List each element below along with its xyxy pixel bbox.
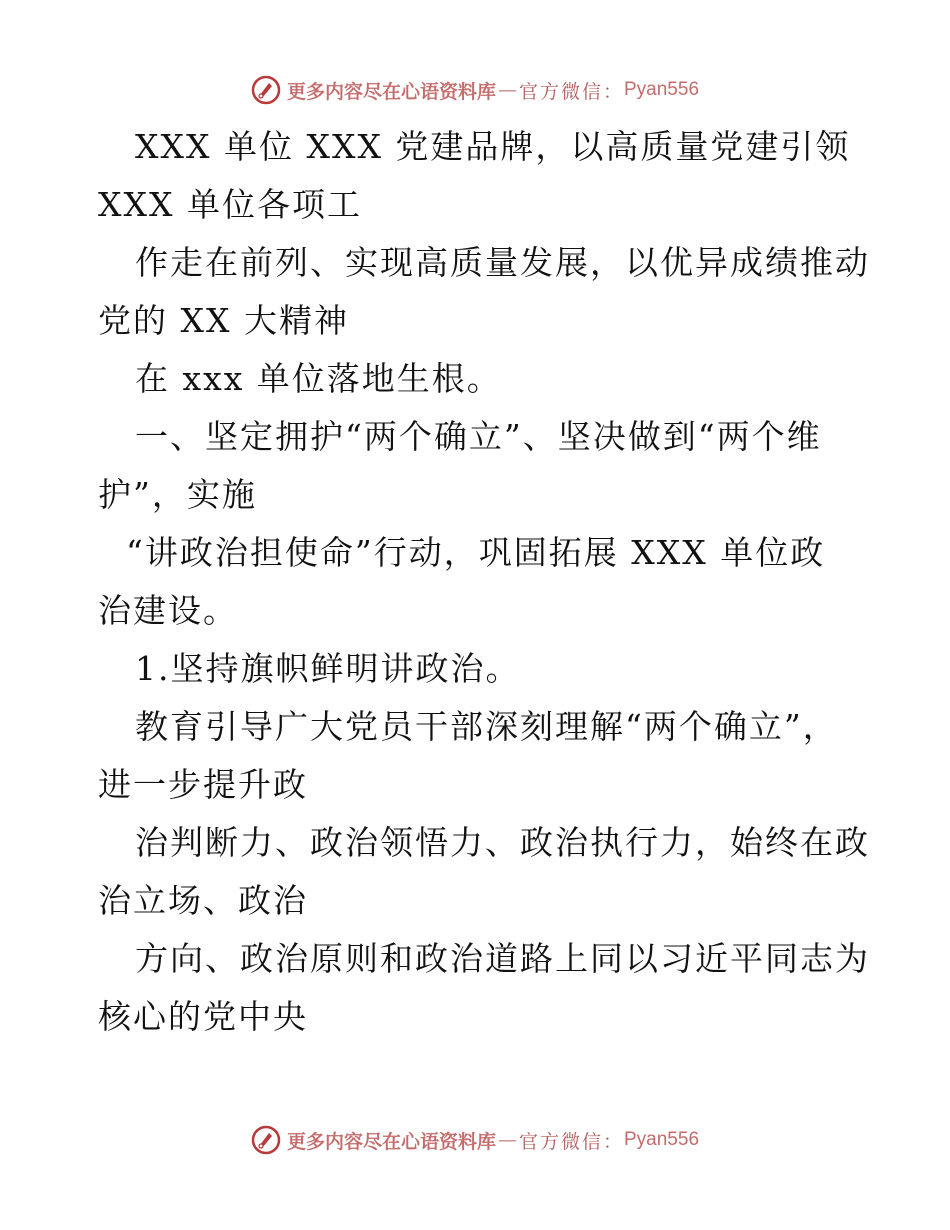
doc-line: 1.坚持旗帜鲜明讲政治。 bbox=[135, 649, 521, 688]
logo-icon bbox=[251, 75, 281, 105]
doc-line: 教育引导广大党员干部深刻理解“两个确立”， bbox=[135, 707, 838, 746]
logo-icon bbox=[251, 1125, 281, 1155]
doc-line: 方向、政治原则和政治道路上同以习近平同志为 bbox=[135, 939, 870, 978]
doc-line: 党的 XX 大精神 bbox=[98, 301, 349, 340]
footer-watermark bbox=[0, 1120, 950, 1160]
watermark-text: 更多内容尽在心语资料库 bbox=[286, 80, 496, 103]
doc-line: 作走在前列、实现高质量发展，以优异成绩推动 bbox=[135, 243, 870, 282]
watermark-wechat-id: Pyan556 bbox=[624, 1129, 700, 1150]
doc-line: 核心的党中央 bbox=[98, 997, 308, 1036]
header-watermark bbox=[0, 70, 950, 110]
watermark-text: 更多内容尽在心语资料库 bbox=[286, 1130, 496, 1153]
doc-line: 进一步提升政 bbox=[98, 765, 308, 804]
watermark-dash: — bbox=[497, 79, 517, 101]
watermark-dash: — bbox=[497, 1129, 517, 1151]
watermark-wechat-id: Pyan556 bbox=[624, 79, 700, 100]
doc-line: XXX 单位各项工 bbox=[98, 185, 362, 224]
doc-line: 一、坚定拥护“两个确立”、坚决做到“两个维 bbox=[135, 417, 822, 456]
doc-line: 治建设。 bbox=[98, 591, 238, 630]
watermark-official: 官方微信： bbox=[518, 1130, 624, 1153]
watermark-official: 官方微信： bbox=[518, 80, 624, 103]
document-body bbox=[98, 118, 868, 1046]
doc-line: 护”，实施 bbox=[98, 475, 257, 514]
doc-line: “讲政治担使命”行动，巩固拓展 XXX 单位政 bbox=[126, 533, 826, 572]
doc-line: XXX 单位 XXX 党建品牌，以高质量党建引领 bbox=[135, 127, 851, 166]
doc-line: 治立场、政治 bbox=[98, 881, 308, 920]
doc-line: 在 xxx 单位落地生根。 bbox=[135, 359, 502, 398]
doc-line: 治判断力、政治领悟力、政治执行力，始终在政 bbox=[135, 823, 870, 862]
